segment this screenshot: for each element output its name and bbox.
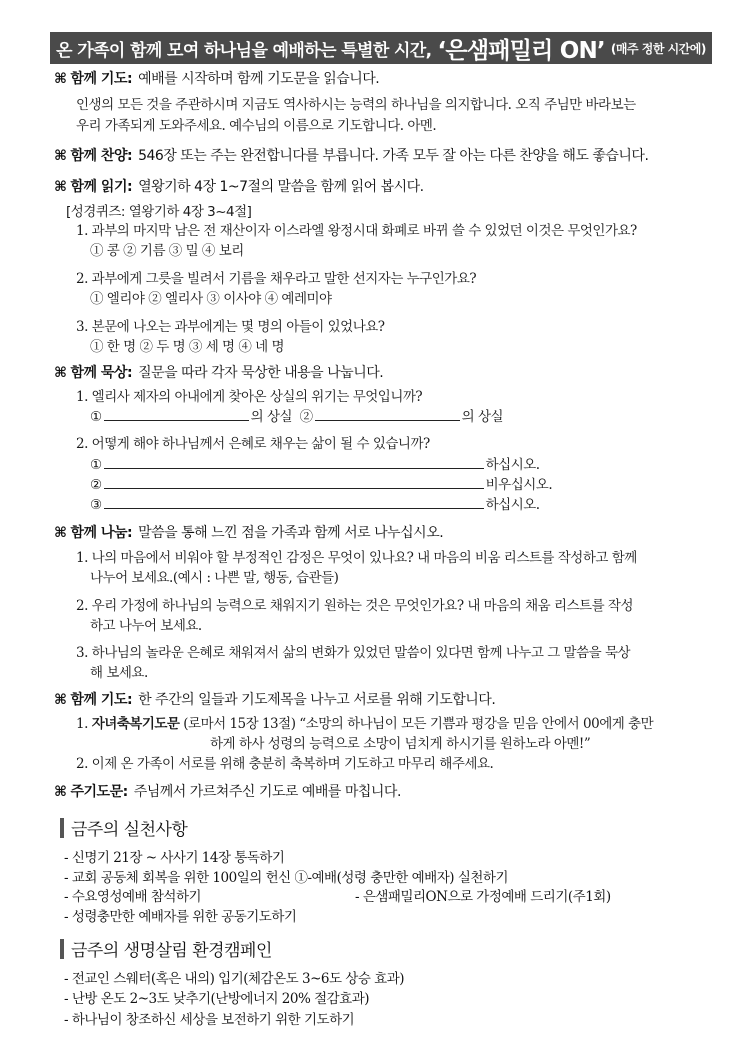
practice-title: 금주의 실천사항 <box>71 820 188 840</box>
section-meditation <box>54 362 383 382</box>
heading-bar <box>60 818 64 838</box>
section-label: 함께 나눔: <box>70 525 133 541</box>
command-icon: ⌘ <box>54 525 67 541</box>
answer-suffix: 하십시오. <box>485 457 540 473</box>
practice-item: - 교회 공동체 회복을 위한 100일의 헌신 ①-예배(성령 충만한 예배자) 실천하기 <box>64 870 508 886</box>
answer-number: ① <box>90 457 102 473</box>
prayer-item-1 <box>76 712 653 732</box>
banner-main-text: 온 가족이 함께 모여 하나님을 예배하는 특별한 시간, <box>56 40 432 61</box>
child-blessing-label: 자녀축복기도문 <box>91 716 180 732</box>
section-label: 함께 읽기: <box>70 179 133 195</box>
sharing-item-2-line-2: 하고 나누어 보세요. <box>90 618 202 634</box>
section-desc: 한 주간의 일들과 기도제목을 나누고 서로를 위해 기도합니다. <box>138 692 496 708</box>
command-icon: ⌘ <box>54 148 67 164</box>
banner-subtext: (매주 정한 시간에) <box>610 41 706 56</box>
answer-blank[interactable] <box>104 476 484 489</box>
answer-suffix: 의 상실 <box>461 409 504 425</box>
section-lords-prayer <box>54 781 401 801</box>
answer-number: ② <box>299 409 313 425</box>
prayer-item-1-line-2: 하게 하사 성령의 능력으로 소망이 넘치게 하시기를 원하노라 아멘!” <box>210 736 591 752</box>
section-desc: 열왕기하 4장 1~7절의 말씀을 함께 읽어 봅시다. <box>138 179 424 195</box>
header-banner <box>50 32 712 64</box>
sharing-item-1-line-2: 나누어 보세요.(예시 : 나쁜 말, 행동, 습관들) <box>90 570 339 586</box>
section-label: 함께 기도: <box>70 692 133 708</box>
campaign-item: - 전교인 스웨터(혹은 내의) 입기(체감온도 3~6도 상승 효과) <box>64 971 405 987</box>
prayer-text-line-2: 우리 가족되게 도와주세요. 예수님의 이름으로 기도합니다. 아멘. <box>76 118 437 134</box>
campaign-item: - 난방 온도 2~3도 낮추기(난방에너지 20% 절감효과) <box>64 991 370 1007</box>
item-number: 1. <box>76 716 88 732</box>
answer-blank[interactable] <box>104 496 484 509</box>
sharing-item-3-line-1: 3. 하나님의 놀라운 은혜로 채워져서 삶의 변화가 있었던 말씀이 있다면 함께 나누고 그 말씀을 묵상 <box>76 645 631 661</box>
campaign-heading <box>60 936 272 961</box>
section-label: 함께 기도: <box>70 71 133 87</box>
meditation-answer-row-4 <box>90 493 540 513</box>
answer-suffix: 비우십시오. <box>485 477 553 493</box>
answer-number: ① <box>90 409 102 425</box>
section-label: 함께 찬양: <box>70 148 133 164</box>
section-reading <box>54 176 424 196</box>
child-blessing-text: (로마서 15장 13절) “소망의 하나님이 모든 기쁨과 평강을 믿음 안에서 00에게 충만 <box>183 716 654 732</box>
section-label: 주기도문: <box>70 784 128 800</box>
sharing-item-3-line-2: 해 보세요. <box>90 665 148 681</box>
answer-suffix: 하십시오. <box>485 497 540 513</box>
section-desc: 예배를 시작하며 함께 기도문을 읽습니다. <box>138 71 380 87</box>
command-icon: ⌘ <box>54 365 67 381</box>
campaign-item: - 하나님이 창조하신 세상을 보전하기 위한 기도하기 <box>64 1012 355 1028</box>
answer-number: ② <box>90 477 102 493</box>
practice-heading <box>60 815 187 840</box>
prayer-text-line-1: 인생의 모든 것을 주관하시며 지금도 역사하시는 능력의 하나님을 의지합니다. 오직 주님만 바라보는 <box>76 97 636 113</box>
answer-number: ③ <box>90 497 102 513</box>
section-desc: 546장 또는 주는 완전합니다를 부릅니다. 가족 모두 잘 아는 다른 찬양을 해도 좋습니다. <box>138 148 649 164</box>
answer-blank[interactable] <box>104 408 249 421</box>
quiz-options-3: ① 한 명 ② 두 명 ③ 세 명 ④ 네 명 <box>90 339 285 355</box>
quiz-question-2: 2. 과부에게 그릇을 빌려서 기름을 채우라고 말한 선지자는 누구인가요? <box>76 271 477 287</box>
meditation-question-1: 1. 엘리사 제자의 아내에게 찾아온 상실의 위기는 무엇입니까? <box>76 389 423 405</box>
section-sharing <box>54 522 443 542</box>
practice-item: - 은샘패밀리ON으로 가정예배 드리기(주1회) <box>355 889 611 905</box>
practice-item: - 신명기 21장 ~ 사사기 14장 통독하기 <box>64 850 285 866</box>
quiz-options-1: ① 콩 ② 기름 ③ 밀 ④ 보리 <box>90 243 244 259</box>
section-prayer-open <box>54 68 379 88</box>
section-desc: 말씀을 통해 느낀 점을 가족과 함께 서로 나누십시오. <box>138 525 444 541</box>
command-icon: ⌘ <box>54 784 67 800</box>
meditation-answer-row-3 <box>90 473 552 493</box>
section-praise <box>54 145 648 165</box>
sharing-item-1-line-1: 1. 나의 마음에서 비워야 할 부정적인 감정은 무엇이 있나요? 내 마음의 비움 리스트를 작성하고 함께 <box>76 550 637 566</box>
command-icon: ⌘ <box>54 71 67 87</box>
answer-blank[interactable] <box>315 408 460 421</box>
quiz-options-2: ① 엘리야 ② 엘리사 ③ 이사야 ④ 예레미야 <box>90 291 332 307</box>
section-label: 함께 묵상: <box>70 365 133 381</box>
command-icon: ⌘ <box>54 692 67 708</box>
answer-blank[interactable] <box>104 456 484 469</box>
meditation-question-2: 2. 어떻게 해야 하나님께서 은혜로 채우는 삶이 될 수 있습니까? <box>76 436 430 452</box>
heading-bar <box>60 939 64 959</box>
practice-item: - 성령충만한 예배자를 위한 공동기도하기 <box>64 909 297 925</box>
quiz-question-1: 1. 과부의 마지막 남은 전 재산이자 이스라엘 왕정시대 화폐로 바뀌 쓸 수 있었던 이것은 무엇인가요? <box>76 223 637 239</box>
sharing-item-2-line-1: 2. 우리 가정에 하나님의 능력으로 채워지기 원하는 것은 무엇인가요? 내 마음의 채움 리스트를 작성 <box>76 598 634 614</box>
answer-suffix: 의 상실 <box>250 409 293 425</box>
prayer-item-2: 2. 이제 온 가족이 서로를 위해 충분히 축복하며 기도하고 마무리 해주세요. <box>76 756 494 772</box>
campaign-title: 금주의 생명살림 환경캠페인 <box>71 941 272 961</box>
section-desc: 질문을 따라 각자 묵상한 내용을 나눕니다. <box>138 365 384 381</box>
section-prayer-close <box>54 689 495 709</box>
meditation-answer-row-2 <box>90 453 540 473</box>
section-desc: 주님께서 가르쳐주신 기도로 예배를 마칩니다. <box>133 784 401 800</box>
command-icon: ⌘ <box>54 179 67 195</box>
meditation-answer-row-1 <box>90 405 503 425</box>
banner-brand: ‘은샘패밀리 ON’ <box>437 37 605 64</box>
quiz-title: [성경퀴즈: 열왕기하 4장 3~4절] <box>66 204 252 220</box>
practice-item: - 수요영성예배 참석하기 <box>64 889 202 905</box>
quiz-question-3: 3. 본문에 나오는 과부에게는 몇 명의 아들이 있었나요? <box>76 319 385 335</box>
